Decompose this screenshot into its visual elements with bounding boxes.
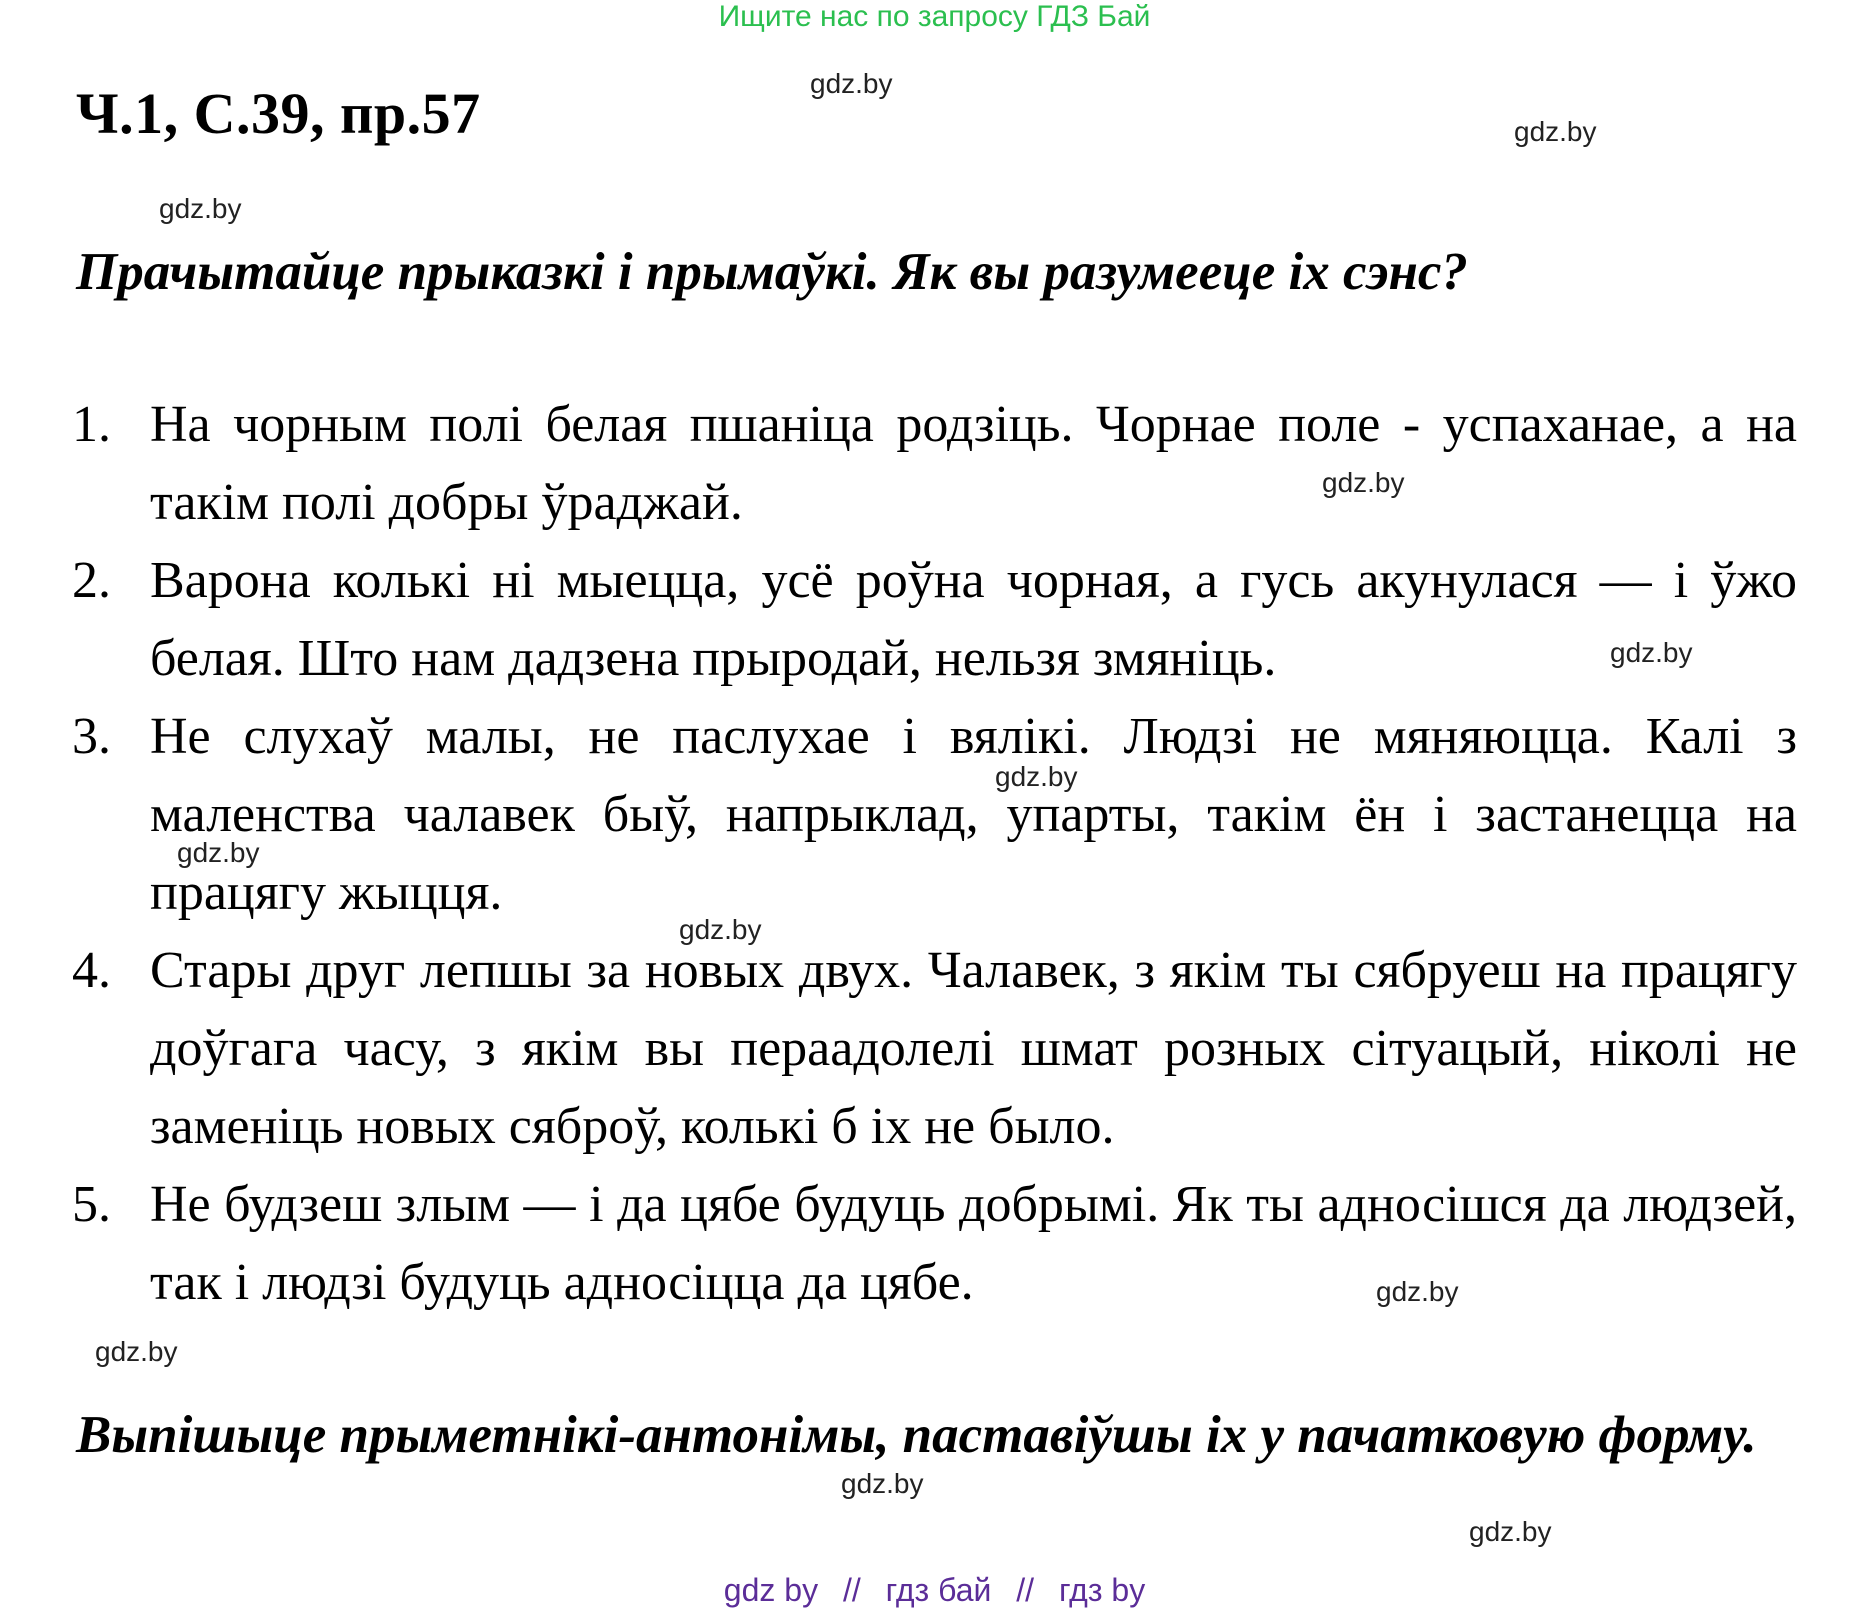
task-instruction-1: Прачытайце прыказкі і прымаўкі. Як вы разумееце іх сэнс? bbox=[76, 243, 1468, 301]
list-item-number: 1. bbox=[72, 396, 111, 453]
top-banner: Ищите нас по запросу ГДЗ Бай bbox=[718, 0, 1151, 33]
list-item-number: 3. bbox=[72, 708, 111, 765]
list-item bbox=[72, 1166, 1797, 1322]
watermark: gdz.by bbox=[177, 837, 260, 868]
watermark: gdz.by bbox=[1376, 1276, 1459, 1307]
proverb-list bbox=[72, 386, 1797, 1322]
watermark: gdz.by bbox=[841, 1468, 924, 1499]
watermark: gdz.by bbox=[1322, 467, 1405, 498]
footer-links bbox=[0, 1572, 1869, 1608]
watermark: gdz.by bbox=[679, 914, 762, 945]
list-item bbox=[72, 932, 1797, 1166]
watermark: gdz.by bbox=[1469, 1516, 1552, 1547]
list-item-text: Не будзеш злым — і да цябе будуць добрымі. Як ты адносішся да людзей, так і людзі будуць адносіцца да цябе. bbox=[150, 1176, 1797, 1311]
list-item bbox=[72, 542, 1797, 698]
task-instruction-2: Выпішыце прыметнікі-антонімы, паставіўшы іх у пачатковую форму. bbox=[76, 1406, 1757, 1464]
watermark: gdz.by bbox=[159, 193, 242, 224]
list-item-text: Не слухаў малы, не паслухае і вялікі. Людзі не мяняюцца. Калі з маленства чалавек быў, напрыклад, упарты, такім ён і застанецца на працягу жыцця. bbox=[150, 708, 1797, 921]
page-title: Ч.1, С.39, пр.57 bbox=[76, 81, 481, 146]
footer-separator: // bbox=[842, 1572, 861, 1608]
watermark: gdz.by bbox=[1514, 116, 1597, 147]
list-item bbox=[72, 698, 1797, 932]
list-item-number: 2. bbox=[72, 552, 111, 609]
watermark: gdz.by bbox=[1610, 637, 1693, 668]
footer-separator: // bbox=[1016, 1572, 1035, 1608]
list-item-number: 5. bbox=[72, 1176, 111, 1233]
list-item bbox=[72, 386, 1797, 542]
watermark: gdz.by bbox=[995, 761, 1078, 792]
footer-link-gdz-by-cyr[interactable]: гдз by bbox=[1058, 1572, 1146, 1608]
footer-link-gdz-bai[interactable]: гдз бай bbox=[885, 1572, 992, 1608]
watermark: gdz.by bbox=[95, 1336, 178, 1367]
watermark: gdz.by bbox=[810, 68, 893, 99]
list-item-text: Варона колькі ні мыецца, усё роўна чорная, а гусь акунулася — і ўжо белая. Што нам дадзена прыродай, нельзя змяніць. bbox=[150, 552, 1797, 687]
list-item-text: На чорным полі белая пшаніца родзіць. Чорнае поле - успаханае, а на такім полі добры ўраджай. bbox=[150, 396, 1797, 531]
footer-link-gdz-by[interactable]: gdz by bbox=[723, 1572, 819, 1608]
list-item-number: 4. bbox=[72, 942, 111, 999]
list-item-text: Стары друг лепшы за новых двух. Чалавек, з якім ты сябруеш на працягу доўгага часу, з якім вы пераадолелі шмат розных сітуацый, ніколі не заменіць новых сяброў, колькі б іх не было. bbox=[150, 942, 1797, 1155]
